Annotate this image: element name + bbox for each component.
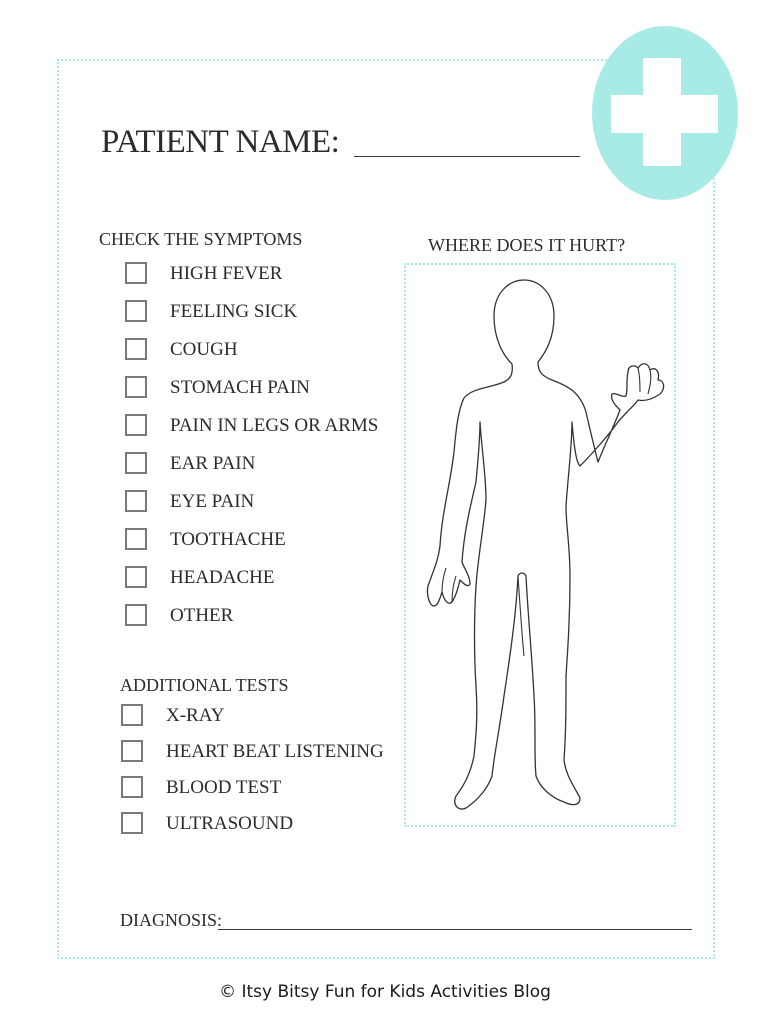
- test-label: X-RAY: [166, 705, 225, 726]
- checkbox[interactable]: [125, 300, 147, 322]
- test-label: HEART BEAT LISTENING: [166, 741, 384, 762]
- symptom-label: TOOTHACHE: [170, 529, 286, 550]
- symptom-label: FEELING SICK: [170, 301, 298, 322]
- checkbox[interactable]: [125, 566, 147, 588]
- checkbox[interactable]: [125, 262, 147, 284]
- body-outline-icon: [420, 276, 670, 816]
- diagnosis-label: DIAGNOSIS:: [120, 910, 223, 930]
- checkbox[interactable]: [125, 376, 147, 398]
- symptoms-title: CHECK THE SYMPTOMS: [99, 229, 303, 249]
- diagnosis-field[interactable]: [218, 929, 692, 930]
- checkbox[interactable]: [125, 490, 147, 512]
- symptom-label: HIGH FEVER: [170, 263, 283, 284]
- medical-cross-icon: [592, 26, 738, 200]
- symptom-label: OTHER: [170, 605, 234, 626]
- symptom-label: EYE PAIN: [170, 491, 255, 512]
- tests-title: ADDITIONAL TESTS: [120, 675, 289, 695]
- checkbox[interactable]: [121, 740, 143, 762]
- symptom-label: STOMACH PAIN: [170, 377, 310, 398]
- symptom-label: COUGH: [170, 339, 238, 360]
- body-map-title: WHERE DOES IT HURT?: [428, 235, 626, 255]
- patient-name-field[interactable]: [354, 156, 580, 157]
- checkbox[interactable]: [125, 338, 147, 360]
- test-label: ULTRASOUND: [166, 813, 294, 834]
- checkbox[interactable]: [125, 414, 147, 436]
- checkbox[interactable]: [125, 604, 147, 626]
- checkbox[interactable]: [121, 776, 143, 798]
- copyright-footer: © Itsy Bitsy Fun for Kids Activities Blog: [219, 982, 551, 1002]
- symptom-label: EAR PAIN: [170, 453, 256, 474]
- symptom-label: HEADACHE: [170, 567, 275, 588]
- checkbox[interactable]: [121, 812, 143, 834]
- checkbox[interactable]: [125, 452, 147, 474]
- patient-name-label: PATIENT NAME:: [101, 124, 340, 160]
- symptom-label: PAIN IN LEGS OR ARMS: [170, 415, 379, 436]
- test-label: BLOOD TEST: [166, 777, 282, 798]
- checkbox[interactable]: [125, 528, 147, 550]
- checkbox[interactable]: [121, 704, 143, 726]
